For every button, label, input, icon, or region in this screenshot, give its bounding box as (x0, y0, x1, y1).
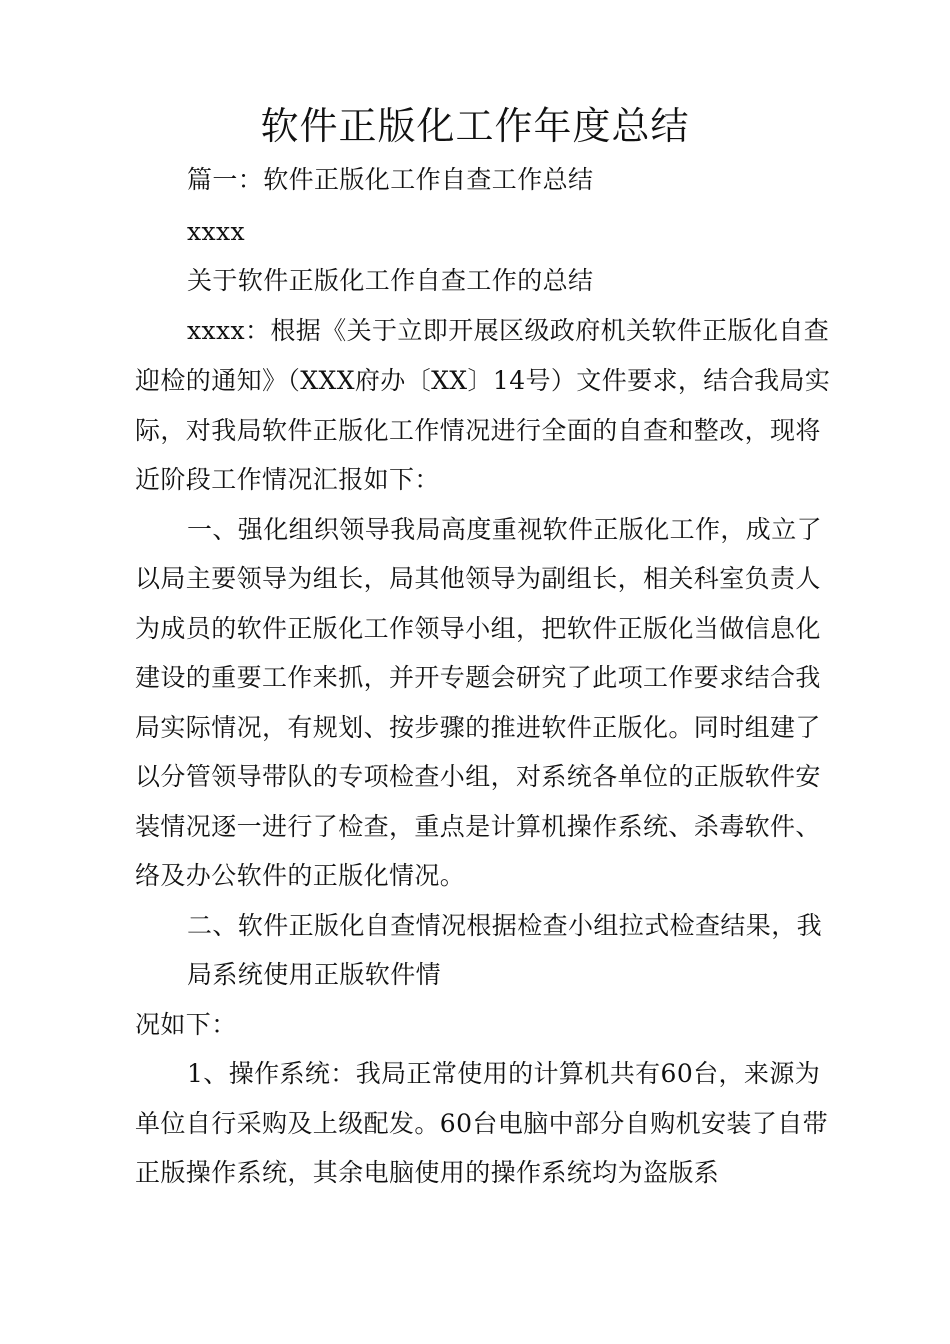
paragraph-line: 以分管领导带队的专项检查小组，对系统各单位的正版软件安 (135, 762, 821, 791)
paragraph-line: 为成员的软件正版化工作领导小组，把软件正版化当做信息化 (135, 614, 821, 643)
paragraph-line: 局实际情况，有规划、按步骤的推进软件正版化。同时组建了 (135, 713, 821, 742)
paragraph-line: 局系统使用正版软件情 (187, 960, 442, 989)
paragraph-line: 一、强化组织领导我局高度重视软件正版化工作，成立了 (187, 515, 823, 544)
paragraph-line: 迎检的通知》（XXX府办〔XX〕14号）文件要求，结合我局实 (135, 366, 831, 395)
paragraph-line: 以局主要领导为组长，局其他领导为副组长，相关科室负责人 (135, 564, 821, 593)
paragraph-line: 正版操作系统，其余电脑使用的操作系统均为盗版系 (135, 1158, 720, 1187)
paragraph-line: xxxx：根据《关于立即开展区级政府机关软件正版化自查 (187, 316, 830, 345)
paragraph-line: 装情况逐一进行了检查，重点是计算机操作系统、杀毒软件、 (135, 812, 821, 841)
section-heading: 篇一：软件正版化工作自查工作总结 (187, 165, 594, 194)
paragraph-line: 建设的重要工作来抓，并开专题会研究了此项工作要求结合我 (135, 663, 821, 692)
paragraph-line: 二、软件正版化自查情况根据检查小组拉式检查结果，我 (187, 911, 823, 940)
paragraph-line: 际，对我局软件正版化工作情况进行全面的自查和整改，现将 (135, 416, 821, 445)
document-title: 软件正版化工作年度总结 (260, 104, 690, 148)
paragraph-line: 况如下： (135, 1010, 237, 1039)
paragraph-line: 近阶段工作情况汇报如下： (135, 465, 440, 494)
paragraph-line: 单位自行采购及上级配发。60台电脑中部分自购机安装了自带 (135, 1109, 829, 1138)
addressee-line: xxxx (187, 217, 245, 246)
paragraph-line: 1、操作系统：我局正常使用的计算机共有60台，来源为 (187, 1059, 821, 1088)
report-subtitle: 关于软件正版化工作自查工作的总结 (187, 266, 594, 295)
paragraph-line: 络及办公软件的正版化情况。 (135, 861, 466, 890)
